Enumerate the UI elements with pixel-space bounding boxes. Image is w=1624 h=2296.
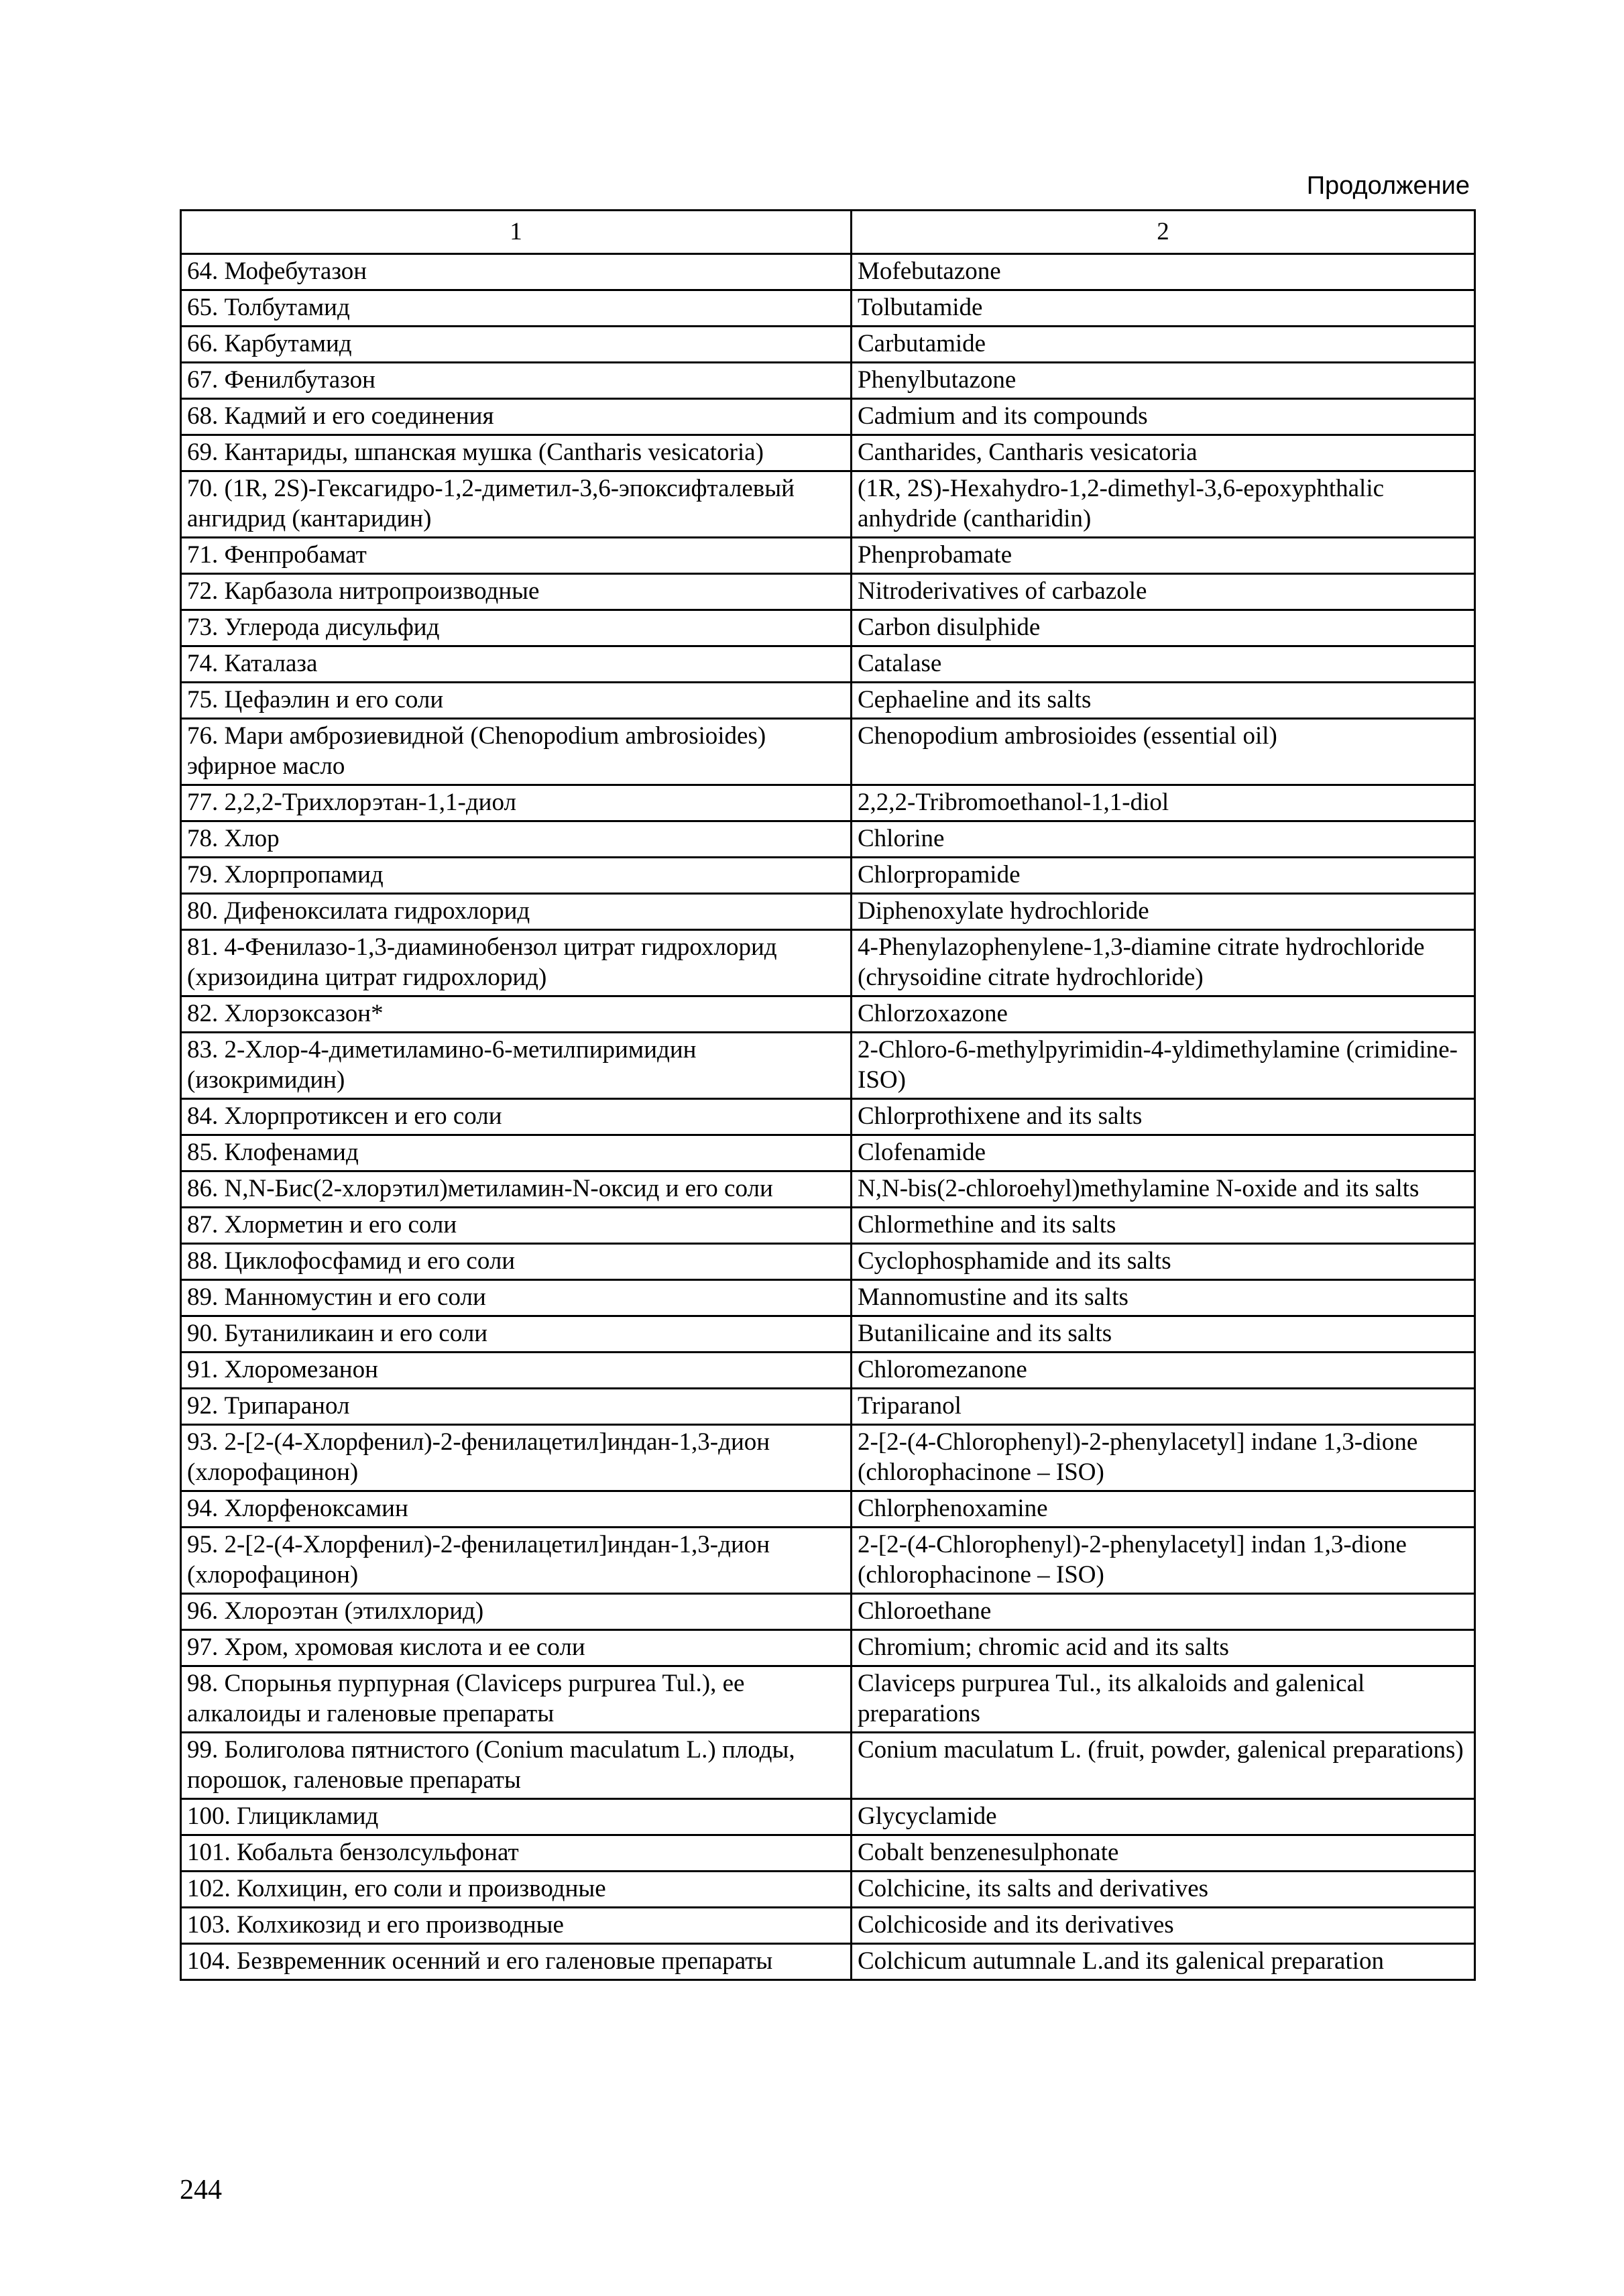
english-name-cell: 2-[2-(4-Chlorophenyl)-2-phenylacetyl] indan 1,3-dione (chlorophacinone – ISO) [852,1528,1475,1594]
table-row [181,363,1475,399]
russian-name-cell: 69. Кантариды, шпанская мушка (Cantharis vesicatoria) [181,435,852,471]
english-name-cell: Claviceps purpurea Tul., its alkaloids and galenical preparations [852,1666,1475,1733]
table-row [181,646,1475,683]
table-row [181,858,1475,894]
page-number: 244 [180,2175,222,2205]
russian-name-cell: 74. Каталаза [181,646,852,683]
english-name-cell: Colchicoside and its derivatives [852,1908,1475,1944]
english-name-cell: Butanilicaine and its salts [852,1316,1475,1353]
english-name-cell: Catalase [852,646,1475,683]
table-row [181,821,1475,858]
table-row [181,719,1475,785]
table-row [181,1944,1475,1980]
english-name-cell: Colchicum autumnale L.and its galenical preparation [852,1944,1475,1980]
table-row [181,1799,1475,1835]
english-name-cell: Carbutamide [852,327,1475,363]
russian-name-cell: 67. Фенилбутазон [181,363,852,399]
english-name-cell: Triparanol [852,1389,1475,1425]
column-header-2: 2 [852,211,1475,254]
english-name-cell: 2,2,2-Tribromoethanol-1,1-diol [852,785,1475,821]
table-row [181,1835,1475,1872]
russian-name-cell: 84. Хлорпротиксен и его соли [181,1099,852,1135]
table-row [181,327,1475,363]
column-header-1: 1 [181,211,852,254]
russian-name-cell: 66. Карбутамид [181,327,852,363]
english-name-cell: Cephaeline and its salts [852,683,1475,719]
english-name-cell: Cyclophosphamide and its salts [852,1244,1475,1280]
english-name-cell: Conium maculatum L. (fruit, powder, galenical preparations) [852,1733,1475,1799]
russian-name-cell: 81. 4-Фенилазо-1,3-диаминобензол цитрат гидрохлорид (хризоидина цитрат гидрохлорид) [181,930,852,996]
table-row [181,254,1475,290]
english-name-cell: Mofebutazone [852,254,1475,290]
russian-name-cell: 71. Фенпробамат [181,538,852,574]
table-row [181,610,1475,646]
russian-name-cell: 95. 2-[2-(4-Хлорфенил)-2-фенилацетил]индан-1,3-дион (хлорофацинон) [181,1528,852,1594]
english-name-cell: Chlorine [852,821,1475,858]
table-row [181,894,1475,930]
table-row [181,1528,1475,1594]
table-row [181,574,1475,610]
russian-name-cell: 70. (1R, 2S)-Гексагидро-1,2-диметил-3,6-эпоксифталевый ангидрид (кантаридин) [181,471,852,538]
russian-name-cell: 72. Карбазола нитропроизводные [181,574,852,610]
english-name-cell: Cantharides, Cantharis vesicatoria [852,435,1475,471]
russian-name-cell: 65. Толбутамид [181,290,852,327]
english-name-cell: Chloroethane [852,1594,1475,1630]
english-name-cell: Chlormethine and its salts [852,1208,1475,1244]
russian-name-cell: 99. Болиголова пятнистого (Conium maculatum L.) плоды, порошок, галеновые препараты [181,1733,852,1799]
english-name-cell: Chlorzoxazone [852,996,1475,1033]
russian-name-cell: 88. Циклофосфамид и его соли [181,1244,852,1280]
table-row [181,1733,1475,1799]
table-row [181,1425,1475,1491]
russian-name-cell: 82. Хлорзоксазон* [181,996,852,1033]
table-row [181,996,1475,1033]
russian-name-cell: 90. Бутаниликаин и его соли [181,1316,852,1353]
russian-name-cell: 87. Хлорметин и его соли [181,1208,852,1244]
table-row [181,1594,1475,1630]
russian-name-cell: 86. N,N-Бис(2-хлорэтил)метиламин-N-оксид и его соли [181,1171,852,1208]
english-name-cell: Chlorprothixene and its salts [852,1099,1475,1135]
russian-name-cell: 101. Кобальта бензолсульфонат [181,1835,852,1872]
table-row [181,290,1475,327]
table-row [181,1353,1475,1389]
english-name-cell: Colchicine, its salts and derivatives [852,1872,1475,1908]
russian-name-cell: 78. Хлор [181,821,852,858]
table-row [181,683,1475,719]
continuation-label: Продолжение [1306,172,1470,200]
english-name-cell: Cadmium and its compounds [852,399,1475,435]
english-name-cell: Chlorphenoxamine [852,1491,1475,1528]
english-name-cell: Glycyclamide [852,1799,1475,1835]
english-name-cell: Phenprobamate [852,538,1475,574]
table-row [181,471,1475,538]
english-name-cell: Chenopodium ambrosioides (essential oil) [852,719,1475,785]
table-row [181,435,1475,471]
russian-name-cell: 83. 2-Хлор-4-диметиламино-6-метилпиримидин (изокримидин) [181,1033,852,1099]
english-name-cell: Nitroderivatives of carbazole [852,574,1475,610]
english-name-cell: Clofenamide [852,1135,1475,1171]
table-row [181,1491,1475,1528]
english-name-cell: Carbon disulphide [852,610,1475,646]
table-row [181,1244,1475,1280]
russian-name-cell: 98. Спорынья пурпурная (Claviceps purpurea Tul.), ее алкалоиды и галеновые препараты [181,1666,852,1733]
russian-name-cell: 92. Трипаранол [181,1389,852,1425]
english-name-cell: Tolbutamide [852,290,1475,327]
english-name-cell: Chlorpropamide [852,858,1475,894]
russian-name-cell: 93. 2-[2-(4-Хлорфенил)-2-фенилацетил]индан-1,3-дион (хлорофацинон) [181,1425,852,1491]
english-name-cell: Phenylbutazone [852,363,1475,399]
english-name-cell: Chromium; chromic acid and its salts [852,1630,1475,1666]
table-row [181,1908,1475,1944]
table-row [181,930,1475,996]
table-header-row [181,211,1475,254]
russian-name-cell: 89. Манномустин и его соли [181,1280,852,1316]
russian-name-cell: 97. Хром, хромовая кислота и ее соли [181,1630,852,1666]
russian-name-cell: 100. Глицикламид [181,1799,852,1835]
english-name-cell: Chloromezanone [852,1353,1475,1389]
english-name-cell: Mannomustine and its salts [852,1280,1475,1316]
russian-name-cell: 64. Мофебутазон [181,254,852,290]
table-row [181,1630,1475,1666]
russian-name-cell: 76. Мари амброзиевидной (Chenopodium ambrosioides) эфирное масло [181,719,852,785]
table-row [181,1666,1475,1733]
russian-name-cell: 80. Дифеноксилата гидрохлорид [181,894,852,930]
table-row [181,1033,1475,1099]
table-row [181,785,1475,821]
english-name-cell: 2-Chloro-6-methylpyrimidin-4-yldimethylamine (crimidine-ISO) [852,1033,1475,1099]
russian-name-cell: 102. Колхицин, его соли и производные [181,1872,852,1908]
english-name-cell: Diphenoxylate hydrochloride [852,894,1475,930]
russian-name-cell: 96. Хлороэтан (этилхлорид) [181,1594,852,1630]
russian-name-cell: 103. Колхикозид и его производные [181,1908,852,1944]
table-row [181,1208,1475,1244]
table-row [181,1316,1475,1353]
russian-name-cell: 75. Цефаэлин и его соли [181,683,852,719]
english-name-cell: Cobalt benzenesulphonate [852,1835,1475,1872]
russian-name-cell: 77. 2,2,2-Трихлорэтан-1,1-диол [181,785,852,821]
table-row [181,399,1475,435]
russian-name-cell: 85. Клофенамид [181,1135,852,1171]
table-row [181,1389,1475,1425]
russian-name-cell: 79. Хлорпропамид [181,858,852,894]
english-name-cell: (1R, 2S)-Hexahydro-1,2-dimethyl-3,6-epoxyphthalic anhydride (cantharidin) [852,471,1475,538]
russian-name-cell: 68. Кадмий и его соединения [181,399,852,435]
russian-name-cell: 94. Хлорфеноксамин [181,1491,852,1528]
table-row [181,1171,1475,1208]
table-body [181,254,1475,1980]
russian-name-cell: 104. Безвременник осенний и его галеновые препараты [181,1944,852,1980]
russian-name-cell: 73. Углерода дисульфид [181,610,852,646]
english-name-cell: 2-[2-(4-Chlorophenyl)-2-phenylacetyl] indane 1,3-dione (chlorophacinone – ISO) [852,1425,1475,1491]
table-row [181,1135,1475,1171]
table-row [181,538,1475,574]
substances-table [180,209,1476,1981]
table-row [181,1099,1475,1135]
english-name-cell: 4-Phenylazophenylene-1,3-diamine citrate hydrochloride (chrysoidine citrate hydrochloride) [852,930,1475,996]
table-row [181,1872,1475,1908]
english-name-cell: N,N-bis(2-chloroehyl)methylamine N-oxide and its salts [852,1171,1475,1208]
russian-name-cell: 91. Хлоромезанон [181,1353,852,1389]
table-row [181,1280,1475,1316]
